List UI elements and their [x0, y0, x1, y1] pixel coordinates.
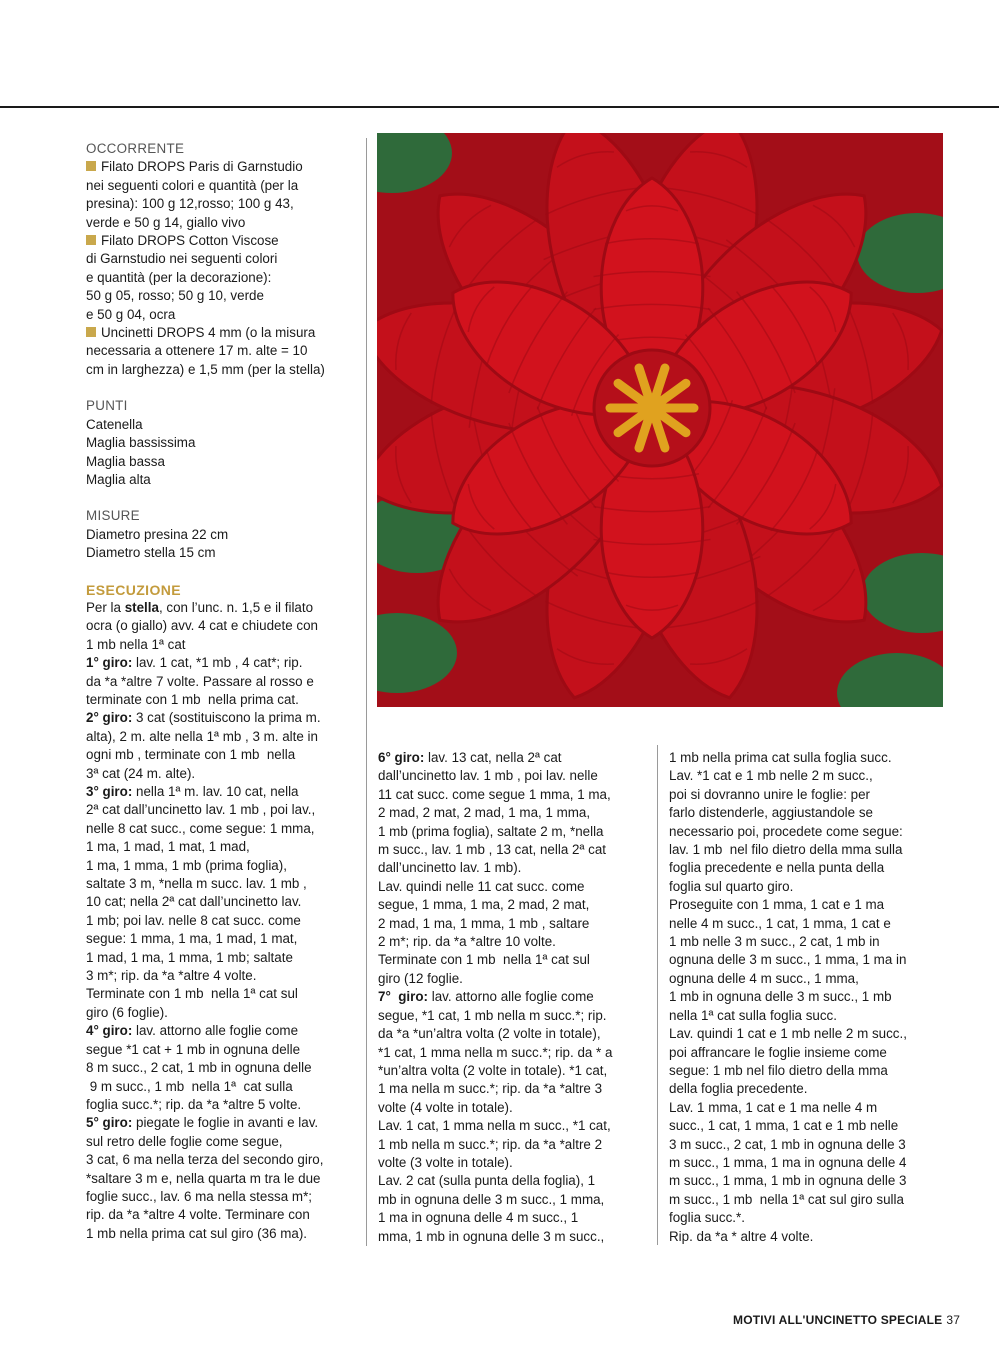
instruction-line: 3 cat, 6 ma nella terza del secondo giro, — [86, 1152, 324, 1168]
instruction-line: 1° giro: lav. 1 cat, *1 mb , 4 cat*; rip. — [86, 655, 303, 671]
instruction-line: m succ., 1 mma, 1 ma in ognuna delle 4 — [669, 1154, 907, 1170]
instructions-col1 — [86, 599, 358, 1243]
materials-line: di Garnstudio nei seguenti colori — [86, 251, 278, 267]
poinsettia-photo — [377, 133, 943, 707]
instruction-line: 1 mb (prima foglia), saltate 2 m, *nella — [378, 823, 604, 839]
materials-line: e quantità (per la decorazione): — [86, 269, 272, 285]
instruction-line: segue *1 cat + 1 mb in ognuna delle — [86, 1041, 301, 1057]
instruction-line: Lav. 1 mma, 1 cat e 1 ma nelle 4 m — [669, 1099, 878, 1115]
column-1 — [86, 140, 358, 1243]
instruction-line: nella 1ª cat sulla foglia succ. — [669, 1007, 837, 1023]
materials-line: e 50 g 04, ocra — [86, 306, 176, 322]
stitch-item: Catenella — [86, 416, 143, 432]
instruction-line: poi si dovranno unire le foglie: per — [669, 786, 870, 802]
page-footer — [733, 1313, 960, 1327]
flower-center — [638, 394, 666, 422]
materials-line: Filato DROPS Cotton Viscose — [86, 232, 358, 250]
instruction-line: poi affrancare le foglie insieme come — [669, 1044, 887, 1060]
instruction-line: dall’uncinetto lav. 1 mb). — [378, 860, 522, 876]
instruction-line: 1 ma in ognuna delle 4 m succ., 1 — [378, 1210, 579, 1226]
instruction-line: mma, 1 mb in ognuna delle 3 m succ., — [378, 1228, 605, 1244]
instruction-line: ognuna delle 3 m succ., 1 mma, 1 ma in — [669, 952, 907, 968]
instruction-line: nelle 4 m succ., 1 cat, 1 mma, 1 cat e — [669, 915, 891, 931]
square-bullet-icon — [86, 161, 96, 171]
square-bullet-icon — [86, 327, 96, 337]
page-number: 37 — [946, 1313, 961, 1327]
instruction-line: Rip. da *a * altre 4 volte. — [669, 1228, 814, 1244]
instruction-line: rip. da *a *altre 4 volte. Terminare con — [86, 1207, 310, 1223]
instruction-line: 7° giro: lav. attorno alle foglie come — [378, 989, 594, 1005]
instruction-line: foglia sul quarto giro. — [669, 878, 794, 894]
top-rule — [0, 106, 999, 108]
instruction-line: foglia succ.*. — [669, 1210, 745, 1226]
instruction-line: lav. 1 mb nel filo dietro della mma sulla — [669, 842, 903, 858]
instruction-line: 1 ma, 1 mad, 1 mat, 1 mad, — [86, 839, 250, 855]
instruction-line: succ., 1 cat, 1 mma, 1 cat e 1 mb nelle — [669, 1118, 899, 1134]
instruction-line: 10 cat; nella 2ª cat dall’uncinetto lav. — [86, 894, 302, 910]
materials-line: necessaria a ottenere 17 m. alte = 10 — [86, 343, 308, 359]
instruction-line: Lav. quindi nelle 11 cat succ. come — [378, 878, 585, 894]
instruction-line: Terminate con 1 mb nella 1ª cat sul — [86, 986, 298, 1002]
instruction-line: 2 mad, 2 mat, 2 mad, 1 ma, 1 mma, — [378, 805, 591, 821]
instruction-line: 1 ma, 1 mma, 1 mb (prima foglia), — [86, 857, 287, 873]
instruction-line: Lav. 2 cat (sulla punta della foglia), 1 — [378, 1173, 596, 1189]
instruction-line: giro (12 foglie. — [378, 970, 463, 986]
instruction-line: *un’altra volta (2 volte in totale). *1 cat, — [378, 1062, 608, 1078]
instructions-col3 — [669, 749, 943, 1246]
materials-line: verde e 50 g 14, giallo vivo — [86, 214, 246, 230]
instruction-line: sul retro delle foglie come segue, — [86, 1133, 283, 1149]
sizes-heading: MISURE — [86, 508, 140, 524]
instruction-line: foglie succ., lav. 6 ma nella stessa m*; — [86, 1188, 312, 1204]
instruction-line: *saltare 3 m e, nella quarta m tra le due — [86, 1170, 321, 1186]
instruction-line: 2ª cat dall’uncinetto lav. 1 mb , poi lav., — [86, 802, 316, 818]
instruction-line: ognuna delle 4 m succ., 1 mma, — [669, 970, 859, 986]
materials-line: Filato DROPS Paris di Garnstudio — [86, 158, 358, 176]
column-divider — [366, 138, 367, 1246]
materials-line: 50 g 05, rosso; 50 g 10, verde — [86, 288, 264, 304]
materials-line: nei seguenti colori e quantità (per la — [86, 177, 299, 193]
instruction-line: foglia succ.*; rip. da *a *altre 5 volte. — [86, 1096, 302, 1112]
instruction-line: 3 m succ., 2 cat, 1 mb in ognuna delle 3 — [669, 1136, 906, 1152]
square-bullet-icon — [86, 235, 96, 245]
stitches-list — [86, 416, 358, 490]
instruction-line: giro (6 foglie). — [86, 1004, 168, 1020]
size-item: Diametro presina 22 cm — [86, 526, 229, 542]
instruction-line: 3 m*; rip. da *a *altre 4 volte. — [86, 968, 257, 984]
instruction-line: 1 mb nelle 3 m succ., 2 cat, 1 mb in — [669, 934, 880, 950]
instruction-line: 3° giro: nella 1ª m. lav. 10 cat, nella — [86, 784, 299, 799]
instruction-line: segue: 1 mb nel filo dietro della mma — [669, 1062, 888, 1078]
instruction-line: m succ., 1 mma, 1 mb in ognuna delle 3 — [669, 1173, 907, 1189]
materials-list — [86, 158, 358, 379]
instruction-line: della foglia precedente. — [669, 1081, 808, 1097]
instruction-line: m succ., lav. 1 mb , 13 cat, nella 2ª cat — [378, 842, 606, 858]
instruction-line: 1 ma nella m succ.*; rip. da *a *altre 3 — [378, 1081, 603, 1097]
instruction-line: 2 m*; rip. da *a *altre 10 volte. — [378, 934, 556, 950]
sizes-list — [86, 526, 358, 563]
instruction-line: ogni mb , terminate con 1 mb nella — [86, 747, 296, 763]
materials-heading: OCCORRENTE — [86, 141, 185, 156]
instruction-line: 3ª cat (24 m. alte). — [86, 765, 196, 781]
instruction-line: 8 m succ., 2 cat, 1 mb in ognuna delle — [86, 1060, 312, 1076]
instruction-line: segue, *1 cat, 1 mb nella m succ.*; rip. — [378, 1007, 607, 1023]
instruction-line: ocra (o giallo) avv. 4 cat e chiudete con — [86, 618, 318, 634]
column-divider — [657, 745, 658, 1245]
stitches-heading: PUNTI — [86, 398, 128, 414]
magazine-title: MOTIVI ALL'UNCINETTO SPECIALE — [733, 1313, 943, 1327]
materials-line: Uncinetti DROPS 4 mm (o la misura — [86, 324, 358, 342]
instruction-line: 1 mb nella prima cat sulla foglia succ. — [669, 750, 892, 765]
instruction-line: 9 m succ., 1 mb nella 1ª cat sulla — [86, 1078, 293, 1094]
instruction-line: m succ., 1 mb nella 1ª cat sul giro sulla — [669, 1191, 904, 1207]
instruction-line: 2° giro: 3 cat (sostituiscono la prima m. — [86, 710, 321, 726]
instruction-line: Lav. quindi 1 cat e 1 mb nelle 2 m succ., — [669, 1026, 907, 1042]
instruction-line: Lav. *1 cat e 1 mb nelle 2 m succ., — [669, 768, 873, 784]
instruction-line: 1 mad, 1 ma, 1 mma, 1 mb; saltate — [86, 949, 293, 965]
materials-line: presina): 100 g 12,rosso; 100 g 43, — [86, 196, 294, 212]
instruction-line: Lav. 1 cat, 1 mma nella m succ., *1 cat, — [378, 1118, 611, 1134]
poinsettia-illustration — [377, 133, 943, 707]
instruction-line: da *a *altre 7 volte. Passare al rosso e — [86, 673, 314, 689]
instruction-line: 1 mb nella 1ª cat — [86, 636, 186, 652]
instruction-line: terminate con 1 mb nella prima cat. — [86, 691, 299, 707]
materials-line: cm in larghezza) e 1,5 mm (per la stella) — [86, 361, 325, 377]
instruction-line: volte (3 volte in totale). — [378, 1154, 513, 1170]
instruction-line: 11 cat succ. come segue 1 mma, 1 ma, — [378, 786, 611, 802]
instruction-line: 6° giro: lav. 13 cat, nella 2ª cat — [378, 750, 562, 765]
stitch-item: Maglia bassissima — [86, 435, 196, 451]
instruction-line: 1 mb in ognuna delle 3 m succ., 1 mb — [669, 989, 892, 1005]
instruction-line: 1 mb nella m succ.*; rip. da *a *altre 2 — [378, 1136, 603, 1152]
instruction-line: Per la stella, con l’unc. n. 1,5 e il filato — [86, 599, 314, 615]
instruction-line: 1 mb; poi lav. nelle 8 cat succ. come — [86, 912, 301, 928]
instruction-line: segue, 1 mma, 1 ma, 2 mad, 2 mat, — [378, 897, 590, 913]
stitch-item: Maglia alta — [86, 471, 151, 487]
instruction-line: mb in ognuna delle 3 m succ., 1 mma, — [378, 1191, 605, 1207]
instruction-line: volte (4 volte in totale). — [378, 1099, 513, 1115]
column-3 — [669, 749, 943, 1246]
stitch-item: Maglia bassa — [86, 453, 165, 469]
instruction-line: da *a *un’altra volta (2 volte in totale), — [378, 1026, 601, 1042]
execution-heading: ESECUZIONE — [86, 581, 182, 598]
instruction-line: farlo distenderle, aggiustandole se — [669, 805, 873, 821]
instruction-line: necessario poi, procedete come segue: — [669, 823, 903, 839]
size-item: Diametro stella 15 cm — [86, 545, 216, 561]
instruction-line: 4° giro: lav. attorno alle foglie come — [86, 1023, 299, 1039]
instruction-line: foglia precedente e nella punta della — [669, 860, 885, 876]
instructions-col2 — [378, 749, 650, 1246]
instruction-line: 2 mad, 1 ma, 1 mma, 1 mb , saltare — [378, 915, 590, 931]
instruction-line: Proseguite con 1 mma, 1 cat e 1 ma — [669, 897, 885, 913]
instruction-line: 5° giro: piegate le foglie in avanti e lav. — [86, 1115, 319, 1131]
instruction-line: alta), 2 m. alte nella 1ª mb , 3 m. alte in — [86, 728, 318, 744]
instruction-line: segue: 1 mma, 1 ma, 1 mad, 1 mat, — [86, 931, 298, 947]
instruction-line: nelle 8 cat succ., come segue: 1 mma, — [86, 820, 315, 836]
column-2 — [378, 749, 650, 1246]
instruction-line: saltate 3 m, *nella m succ. lav. 1 mb , — [86, 876, 307, 892]
instruction-line: Terminate con 1 mb nella 1ª cat sul — [378, 952, 590, 968]
instruction-line: dall’uncinetto lav. 1 mb , poi lav. nelle — [378, 768, 598, 784]
instruction-line: *1 cat, 1 mma nella m succ.*; rip. da * a — [378, 1044, 613, 1060]
instruction-line: 1 mb nella prima cat sul giro (36 ma). — [86, 1225, 308, 1241]
